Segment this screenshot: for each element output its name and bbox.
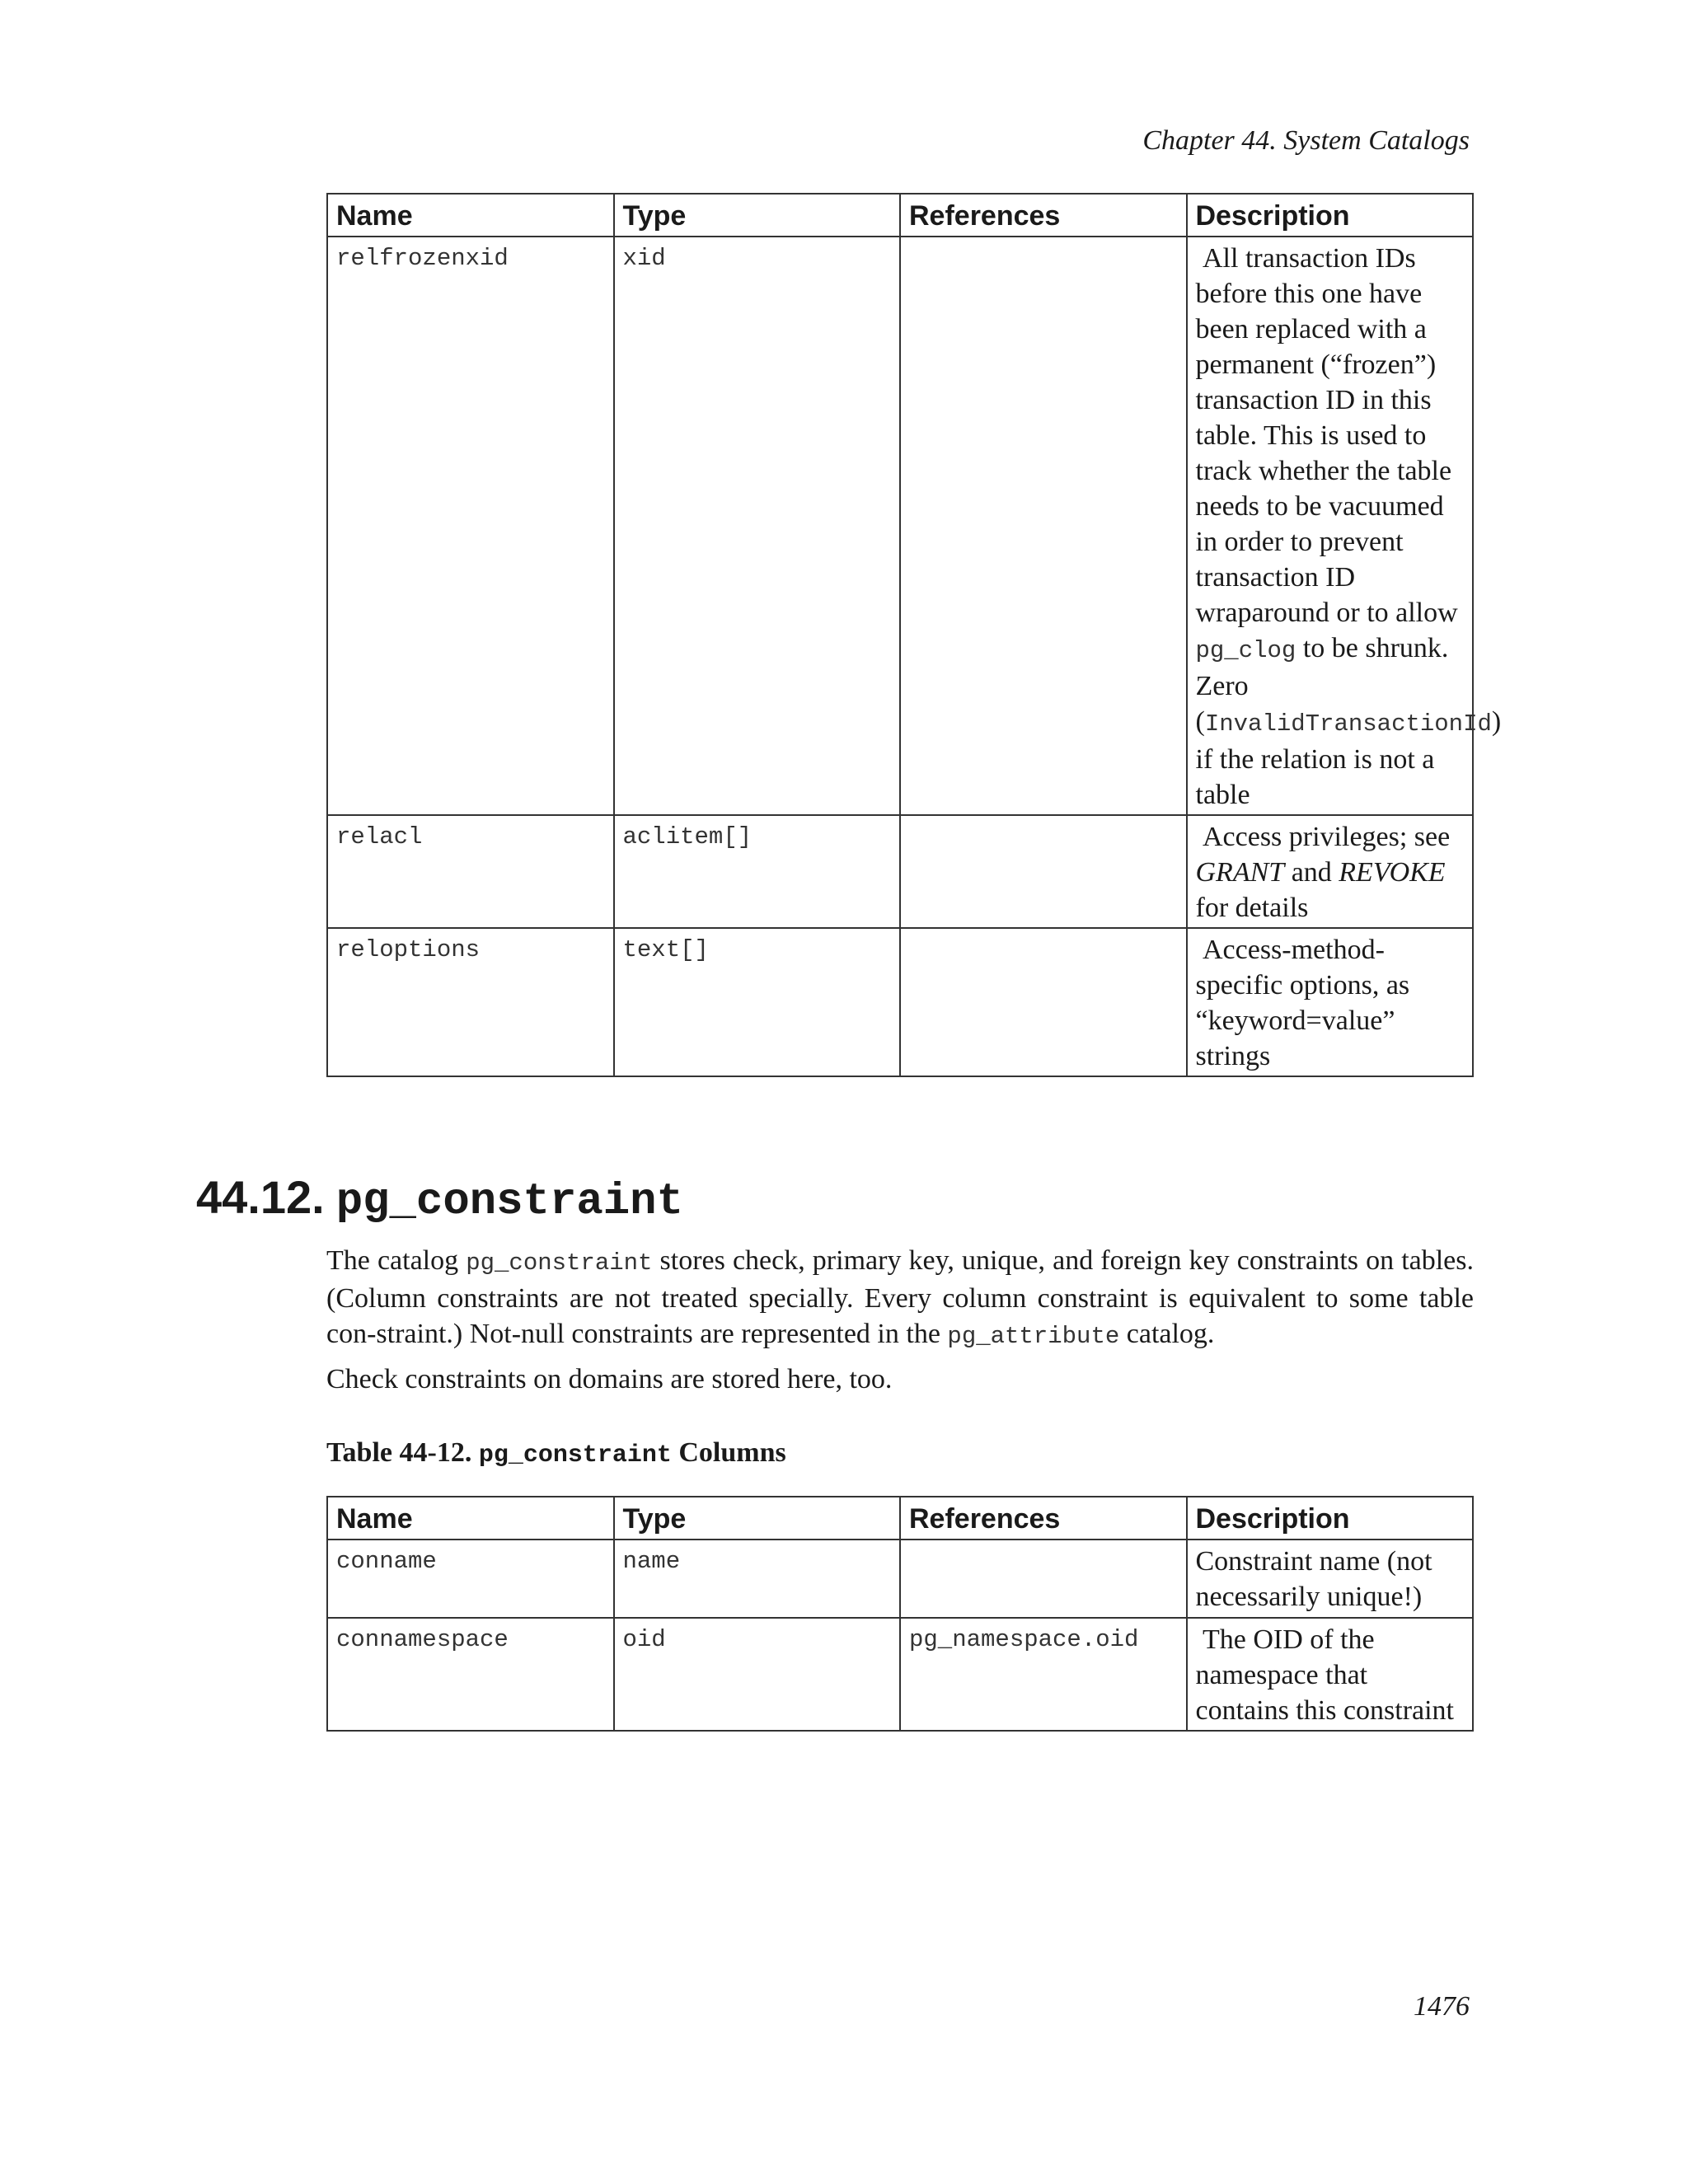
cell-description bbox=[1187, 237, 1502, 815]
cell-type: name bbox=[614, 1540, 901, 1618]
section-title: pg_constraint bbox=[335, 1177, 683, 1227]
cell-references bbox=[900, 237, 1187, 815]
desc-code: InvalidTransactionId bbox=[1204, 710, 1492, 738]
column-header-name: Name bbox=[327, 194, 614, 237]
cell-name: conname bbox=[327, 1540, 614, 1618]
desc-text: to be shrunk. Zero bbox=[1195, 633, 1449, 701]
cell-references: pg_namespace.oid bbox=[900, 1618, 1187, 1731]
desc-text: and bbox=[1291, 857, 1332, 888]
cell-name: reloptions bbox=[327, 928, 614, 1076]
desc-paren: ) bbox=[1491, 706, 1502, 737]
cell-type: text[] bbox=[614, 928, 901, 1076]
inline-code: pg_constraint bbox=[466, 1249, 653, 1277]
cell-name: connamespace bbox=[327, 1618, 614, 1731]
column-header-references: References bbox=[900, 194, 1187, 237]
desc-text: Access privileges; see bbox=[1203, 822, 1451, 852]
table-caption bbox=[326, 1437, 786, 1469]
paragraph-text: stores check, primary key, unique, and foreign key constraints on tables. (Column constraints are not treated specially. Every column constraint is equivalent to some table con-straint.) Not-null constraints are represented in the bbox=[326, 1245, 1475, 1349]
caption-suffix: Columns bbox=[678, 1437, 786, 1468]
table-header-row bbox=[327, 194, 1473, 237]
page-number: 1476 bbox=[1414, 1991, 1470, 2022]
desc-text: The OID of the namespace that contains this constraint bbox=[1195, 1624, 1455, 1726]
table-row bbox=[327, 237, 1473, 815]
column-header-type: Type bbox=[614, 194, 901, 237]
paragraph-text: The catalog bbox=[326, 1245, 459, 1276]
pg-constraint-columns-table bbox=[326, 1496, 1474, 1732]
desc-text: All transaction IDs before this one have been replaced with a permanent (“frozen”) transaction ID in this table. This is used to track whether the table needs to be vacuumed in order to prevent transaction ID wraparound or to allow bbox=[1195, 243, 1458, 628]
cell-description: Constraint name (not necessarily unique!) bbox=[1187, 1540, 1474, 1618]
desc-code-wrapper bbox=[1196, 706, 1502, 737]
cell-references bbox=[900, 815, 1187, 928]
intro-paragraph bbox=[326, 1243, 1474, 1354]
desc-emphasis: REVOKE bbox=[1339, 857, 1446, 888]
desc-text: Access-method-specific options, as “keyword=value” strings bbox=[1195, 935, 1410, 1071]
paragraph-text: catalog. bbox=[1126, 1319, 1215, 1349]
domain-paragraph: Check constraints on domains are stored here, too. bbox=[326, 1364, 893, 1394]
desc-emphasis: GRANT bbox=[1195, 857, 1285, 888]
cell-description bbox=[1187, 815, 1474, 928]
column-header-references: References bbox=[900, 1497, 1187, 1540]
cell-type: oid bbox=[614, 1618, 901, 1731]
desc-text: for details bbox=[1195, 893, 1309, 923]
desc-code: pg_clog bbox=[1195, 637, 1296, 664]
table-header-row bbox=[327, 1497, 1473, 1540]
cell-type: aclitem[] bbox=[614, 815, 901, 928]
cell-references bbox=[900, 1540, 1187, 1618]
caption-prefix: Table 44-12. bbox=[326, 1437, 472, 1468]
section-heading bbox=[196, 1170, 683, 1227]
table-row bbox=[327, 1540, 1473, 1618]
desc-paren: ( bbox=[1195, 706, 1205, 737]
table-row bbox=[327, 815, 1473, 928]
cell-name: relfrozenxid bbox=[327, 237, 614, 815]
table-row bbox=[327, 928, 1473, 1076]
table-row bbox=[327, 1618, 1473, 1731]
cell-description bbox=[1187, 928, 1474, 1076]
desc-text: if the relation is not a table bbox=[1195, 744, 1435, 810]
column-header-name: Name bbox=[327, 1497, 614, 1540]
cell-description bbox=[1187, 1618, 1474, 1731]
cell-references bbox=[900, 928, 1187, 1076]
column-header-description: Description bbox=[1187, 1497, 1474, 1540]
cell-name: relacl bbox=[327, 815, 614, 928]
column-header-description: Description bbox=[1187, 194, 1474, 237]
cell-type: xid bbox=[614, 237, 901, 815]
columns-table-continued bbox=[326, 193, 1502, 1077]
inline-code: pg_attribute bbox=[947, 1323, 1120, 1350]
section-number: 44.12. bbox=[196, 1171, 325, 1223]
running-header: Chapter 44. System Catalogs bbox=[1142, 125, 1470, 156]
column-header-type: Type bbox=[614, 1497, 901, 1540]
caption-code: pg_constraint bbox=[478, 1441, 672, 1469]
